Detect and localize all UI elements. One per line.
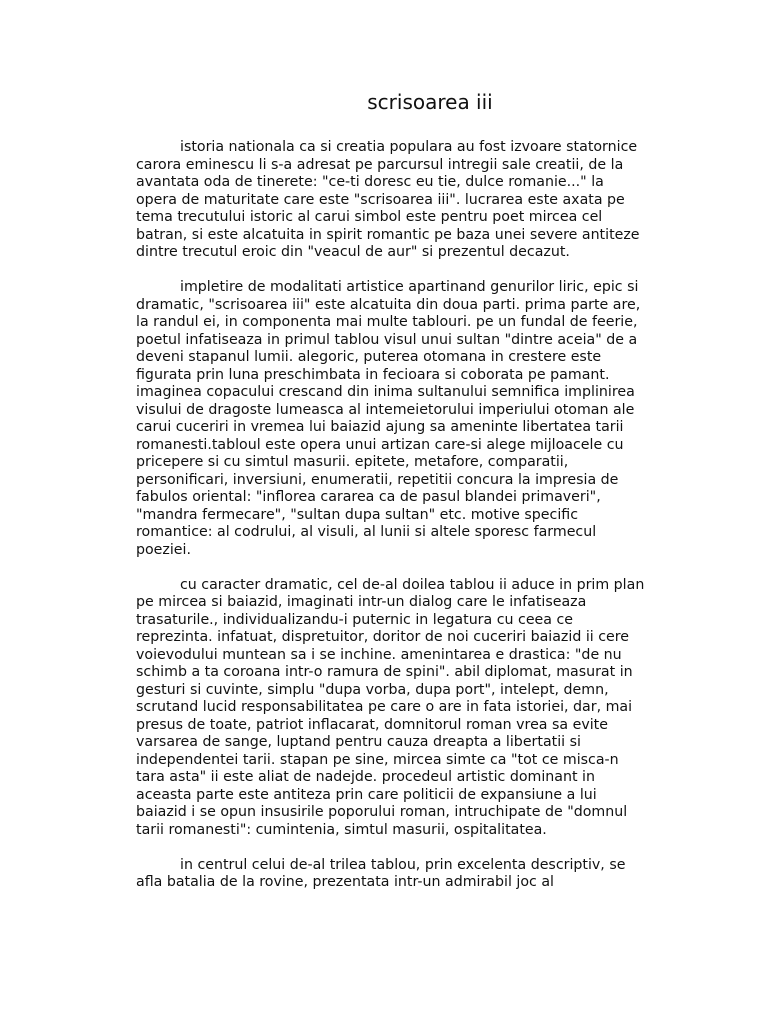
text-line: trasaturile., individualizandu-i puternic in legatura cu ceea ce [136,611,574,628]
paragraph [136,279,676,559]
text-line: romantice: al codrului, al visuli, al lunii si altele sporesc farmecul [136,524,597,540]
paragraph [136,139,676,262]
text-line: voievodului muntean sa i se inchine. amenintarea e drastica: "de nu [136,646,622,663]
text-line: poetul infatiseaza in primul tablou visul unui sultan "dintre aceia" de a [136,331,638,348]
text-line: in centrul celui de-al trilea tablou, prin excelenta descriptiv, se [180,856,626,873]
text-line: la randul ei, in componenta mai multe tablouri. pe un fundal de feerie, [136,314,638,330]
text-line: dintre trecutul eroic din "veacul de aur" si prezentul decazut. [136,244,570,260]
text-line: pe mircea si baiazid, imaginati intr-un dialog care le infatiseaza [136,594,587,610]
text-line: figurata prin luna preschimbata in fecioara si coborata pe pamant. [136,366,610,383]
document-title: scrisoarea iii [367,90,493,114]
text-line: cu caracter dramatic, cel de-al doilea tablou ii aduce in prim plan [180,576,645,593]
text-line: deveni stapanul lumii. alegoric, puterea otomana in crestere este [136,349,602,365]
text-line: poeziei. [136,541,191,558]
text-line: tema trecutului istoric al carui simbol este pentru poet mircea cel [136,209,603,225]
text-line: opera de maturitate care este "scrisoarea iii". lucrarea este axata pe [136,191,625,208]
paragraph [136,857,676,892]
text-line: schimb a ta coroana intr-o ramura de spini". abil diplomat, masurat in [136,664,633,680]
text-line: gesturi si cuvinte, simplu "dupa vorba, dupa port", intelept, demn, [136,681,609,698]
text-line: imaginea copacului crescand din inima sultanului semnifica implinirea [136,384,635,400]
text-line: pricepere si cu simtul masurii. epitete, metafore, comparatii, [136,454,569,470]
text-line: visului de dragoste lumeasca al intemeietorului imperiului otoman ale [136,401,635,418]
text-line: tarii romanesti": cumintenia, simtul masurii, ospitalitatea. [136,821,547,838]
paragraph [136,577,676,840]
document-body [136,139,676,909]
text-line: fabulos oriental: "inflorea cararea ca de pasul blandei primaveri", [136,489,601,505]
text-line: batran, si este alcatuita in spirit romantic pe baza unei severe antiteze [136,226,640,243]
text-line: varsarea de sange, luptand pentru cauza dreapta a libertatii si [136,734,581,750]
text-line: aceasta parte este antiteza prin care politicii de expansiune a lui [136,786,597,803]
text-line: avantata oda de tinerete: "ce-ti doresc eu tie, dulce romanie..." la [136,174,604,190]
text-line: afla batalia de la rovine, prezentata intr-un admirabil joc al [136,874,554,890]
text-line: scrutand lucid responsabilitatea pe care o are in fata istoriei, dar, mai [136,699,633,715]
text-line: personificari, inversiuni, enumeratii, repetitii concura la impresia de [136,471,619,488]
text-line: impletire de modalitati artistice apartinand genurilor liric, epic si [180,279,639,295]
text-line: "mandra fermecare", "sultan dupa sultan" etc. motive specific [136,506,579,523]
text-line: carui cuceriri in vremea lui baiazid ajung sa ameninte libertatea tarii [136,419,624,435]
text-line: presus de toate, patriot inflacarat, domnitorul roman vrea sa evite [136,716,608,733]
text-line: carora eminescu li s-a adresat pe parcursul intregii sale creatii, de la [136,156,624,173]
text-line: tara asta" ii este aliat de nadejde. procedeul artistic dominant in [136,769,595,785]
text-line: baiazid i se opun insusirile poporului roman, intruchipate de "domnul [136,804,628,820]
text-line: reprezinta. infatuat, dispretuitor, doritor de noi cuceriri baiazid ii cere [136,629,630,645]
text-line: independentei tarii. stapan pe sine, mircea simte ca "tot ce misca-n [136,751,619,768]
text-line: istoria nationala ca si creatia populara au fost izvoare statornice [180,139,638,155]
text-line: romanesti.tabloul este opera unui artizan care-si alege mijloacele cu [136,436,624,453]
text-line: dramatic, "scrisoarea iii" este alcatuita din doua parti. prima parte are, [136,296,641,313]
